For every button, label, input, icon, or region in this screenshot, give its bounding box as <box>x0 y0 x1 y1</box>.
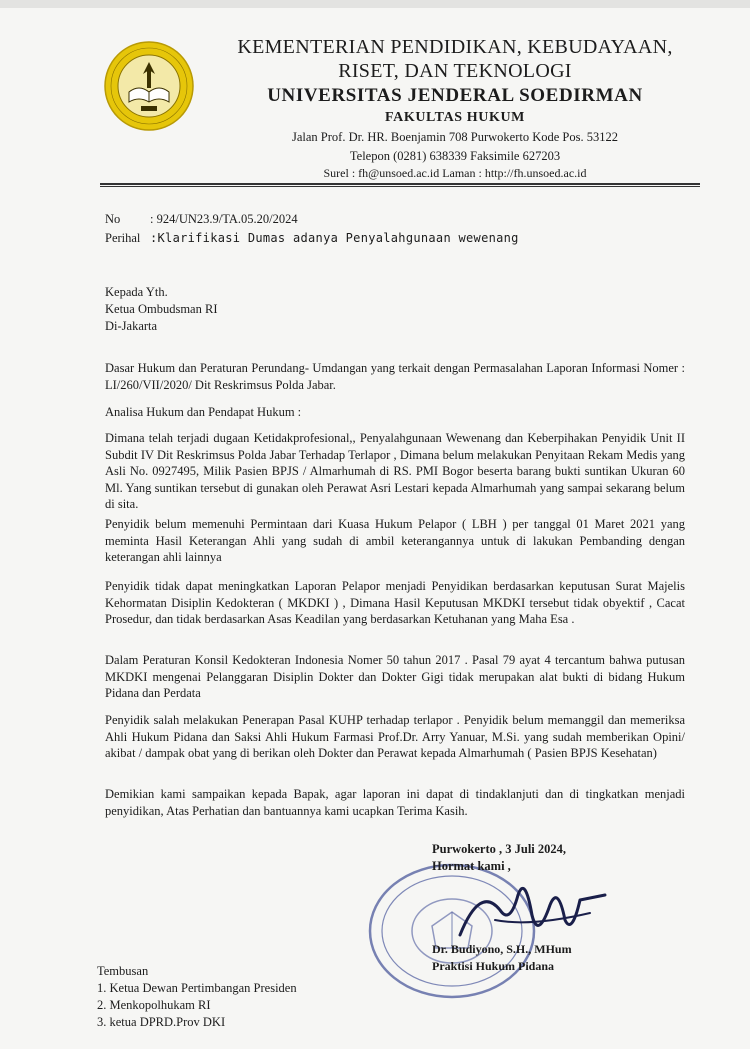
ministry-line-2: RISET, DAN TEKNOLOGI <box>338 60 572 82</box>
analysis-heading: Analisa Hukum dan Pendapat Hukum : <box>105 405 302 419</box>
perihal-label: Perihal <box>105 231 141 245</box>
signatory-name: Dr. Budiyono, S.H., MHum <box>432 942 572 956</box>
no-value: : 924/UN23.9/TA.05.20/2024 <box>150 212 298 226</box>
no-label: No <box>105 212 121 226</box>
intro-paragraph: Dasar Hukum dan Peraturan Perundang- Umdangan yang terkait dengan Permasalahan Laporan Informasi Nomer : LI/260/VII/2020/ Dit Reskrimsus Polda Jabar. <box>105 361 685 392</box>
letterhead-rule-thin <box>100 186 700 187</box>
recipient-line-1: Kepada Yth. <box>105 285 168 299</box>
faculty-name: FAKULTAS HUKUM <box>385 110 525 125</box>
top-band <box>0 0 750 8</box>
cc-item-2: 2. Menkopolhukam RI <box>97 998 211 1012</box>
address: Jalan Prof. Dr. HR. Boenjamin 708 Purwokerto Kode Pos. 53122 <box>291 130 619 144</box>
email-web: Surel : fh@unsoed.ac.id Laman : http://fh.unsoed.ac.id <box>323 166 587 180</box>
greeting: Hormat kami , <box>432 859 511 873</box>
university-name: UNIVERSITAS JENDERAL SOEDIRMAN <box>267 85 643 106</box>
body-paragraph-5: Penyidik salah melakukan Penerapan Pasal KUHP terhadap terlapor . Penyidik belum memanggil dan memeriksa Ahli Hukum Pidana dan Saksi Ahli Hukum Farmasi Prof.Dr. Arry Yanuar, M.Si. yang sudah memberikan Opini/ akibat / dampak obat yang di berikan oleh Dokter dan Perawat kepada Almarhumah ( Pasien BPJS Kesehatan) <box>105 713 685 760</box>
body-paragraph-3: Penyidik tidak dapat meningkatkan Laporan Pelapor menjadi Penyidikan berdasarkan keputusan Surat Majelis Kehormatan Disiplin Kedokteran ( MKDKI ) , Dimana Hasil Keputusan MKDKI tersebut tidak obyektif , Cacat Prosedur, dan tidak berdasarkan Asas Keadilan yang berdasarkan Ketuhanan yang Maha Esa . <box>105 579 685 626</box>
cc-item-1: 1. Ketua Dewan Pertimbangan Presiden <box>97 981 297 995</box>
body-paragraph-6: Demikian kami sampaikan kepada Bapak, agar laporan ini dapat di tindaklanjuti dan di tingkatkan menjadi penyidikan, Atas Perhatian dan bantuannya kami ucapkan Terima Kasih. <box>105 787 685 818</box>
body-paragraph-1: Dimana telah terjadi dugaan Ketidakprofesional,, Penyalahgunaan Wewenang dan Keberpihakan Penyidik Unit II Subdit IV Dit Reskrimsus Polda Jabar Terhadap Terlapor , Dimana belum melakukan Penyitaan Rekam Medis yang Asli No. 0927495, Milik Pasien BPJS / Almarhumah di RS. PMI Bogor beserta barang bukti suntikan Ukuran 60 Ml. Yang suntikan tersebut di gunakan oleh Perawat Asri Lestari kepada Almarhumah yang sampai sekarang belum di sita. <box>105 431 685 511</box>
recipient-line-2: Ketua Ombudsman RI <box>105 302 218 316</box>
body-paragraph-2: Penyidik belum memenuhi Permintaan dari Kuasa Hukum Pelapor ( LBH ) per tanggal 01 Maret 2021 yang meminta Hasil Keterangan Ahli yang sudah di ambil keterangannya untuk di lakukan Pembanding dengan keterangan ahli lainnya <box>105 517 685 564</box>
signatory-title: Praktisi Hukum Pidana <box>432 959 555 973</box>
place-date: Purwokerto , 3 Juli 2024, <box>432 842 567 856</box>
recipient-line-3: Di-Jakarta <box>105 319 158 333</box>
phone: Telepon (0281) 638339 Faksimile 627203 <box>349 149 561 163</box>
perihal-value: :Klarifikasi Dumas adanya Penyalahgunaan wewenang <box>150 231 519 245</box>
body-paragraph-4: Dalam Peraturan Konsil Kedokteran Indonesia Nomer 50 tahun 2017 . Pasal 79 ayat 4 tercantum bahwa putusan MKDKI mengenai Pelanggaran Disiplin Dokter dan Dokter Gigi tidak merupakan alat bukti di bidang Hukum Pidana dan Perdata <box>105 653 685 700</box>
ministry-line-1: KEMENTERIAN PENDIDIKAN, KEBUDAYAAN, <box>237 36 673 58</box>
letterhead-rule <box>100 183 700 185</box>
cc-item-3: 3. ketua DPRD.Prov DKI <box>97 1015 226 1029</box>
university-seal-icon <box>103 40 195 132</box>
cc-heading: Tembusan <box>97 964 149 978</box>
